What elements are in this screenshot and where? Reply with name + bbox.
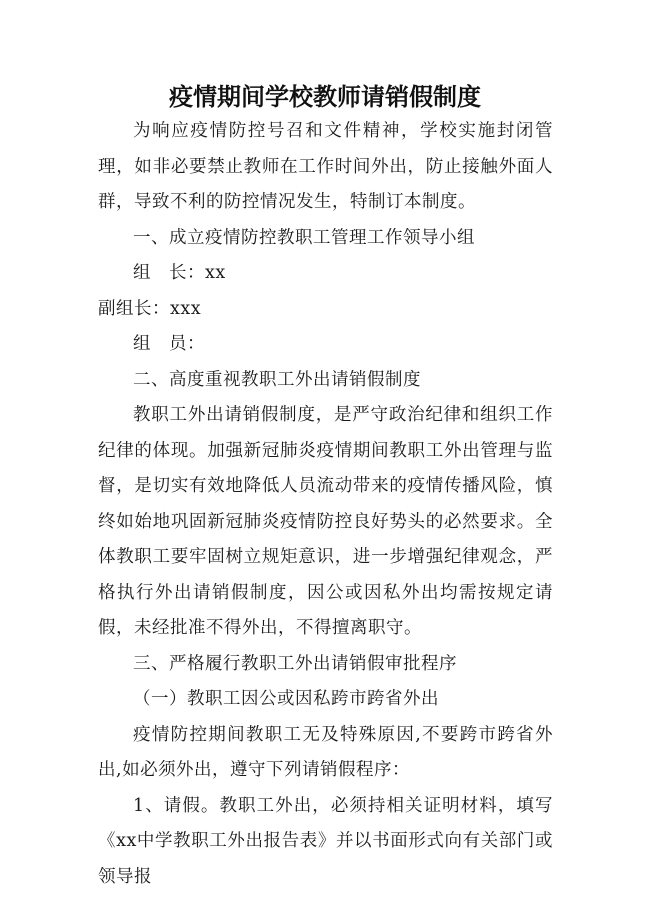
document-body	[98, 114, 553, 895]
step1-paragraph: 1、请假。教职工外出，必须持相关证明材料，填写《xx中学教职工外出报告表》并以书面形式向有关部门或领导报	[98, 795, 553, 887]
section-heading-3: 三、严格履行教职工外出请销假审批程序	[133, 653, 457, 674]
deputy-line: 副组长：xxx	[98, 298, 202, 319]
leader-line: 组 长：xx	[133, 263, 226, 283]
section-heading-1: 一、成立疫情防控教职工管理工作领导小组	[133, 227, 475, 248]
section-heading-2: 二、高度重视教职工外出请销假制度	[133, 369, 421, 390]
members-line: 组 员：	[133, 334, 205, 354]
intro-paragraph: 为响应疫情防控号召和文件精神，学校实施封闭管理，如非必要禁止教师在工作时间外出，防止接触外面人群，导致不利的防控情况发生，特制订本制度。	[98, 121, 553, 212]
section2-paragraph: 教职工外出请销假制度，是严守政治纪律和组织工作纪律的体现。加强新冠肺炎疫情期间教职工外出管理与监督，是切实有效地降低人员流动带来的疫情传播风险，慎终如始地巩固新冠肺炎疫情防控良好势头的必然要求。全体教职工要牢固树立规矩意识，进一步增强纪律观念，严格执行外出请销假制度，因公或因私外出均需按规定请假，未经批准不得外出，不得擅离职守。	[98, 405, 553, 638]
document-title: 疫情期间学校教师请销假制度	[169, 83, 481, 111]
subsection-heading-1: （一）教职工因公或因私跨市跨省外出	[133, 689, 439, 709]
subsection1-paragraph: 疫情防控期间教职工无及特殊原因,不要跨市跨省外出,如必须外出，遵守下列请销假程序：	[98, 724, 553, 780]
